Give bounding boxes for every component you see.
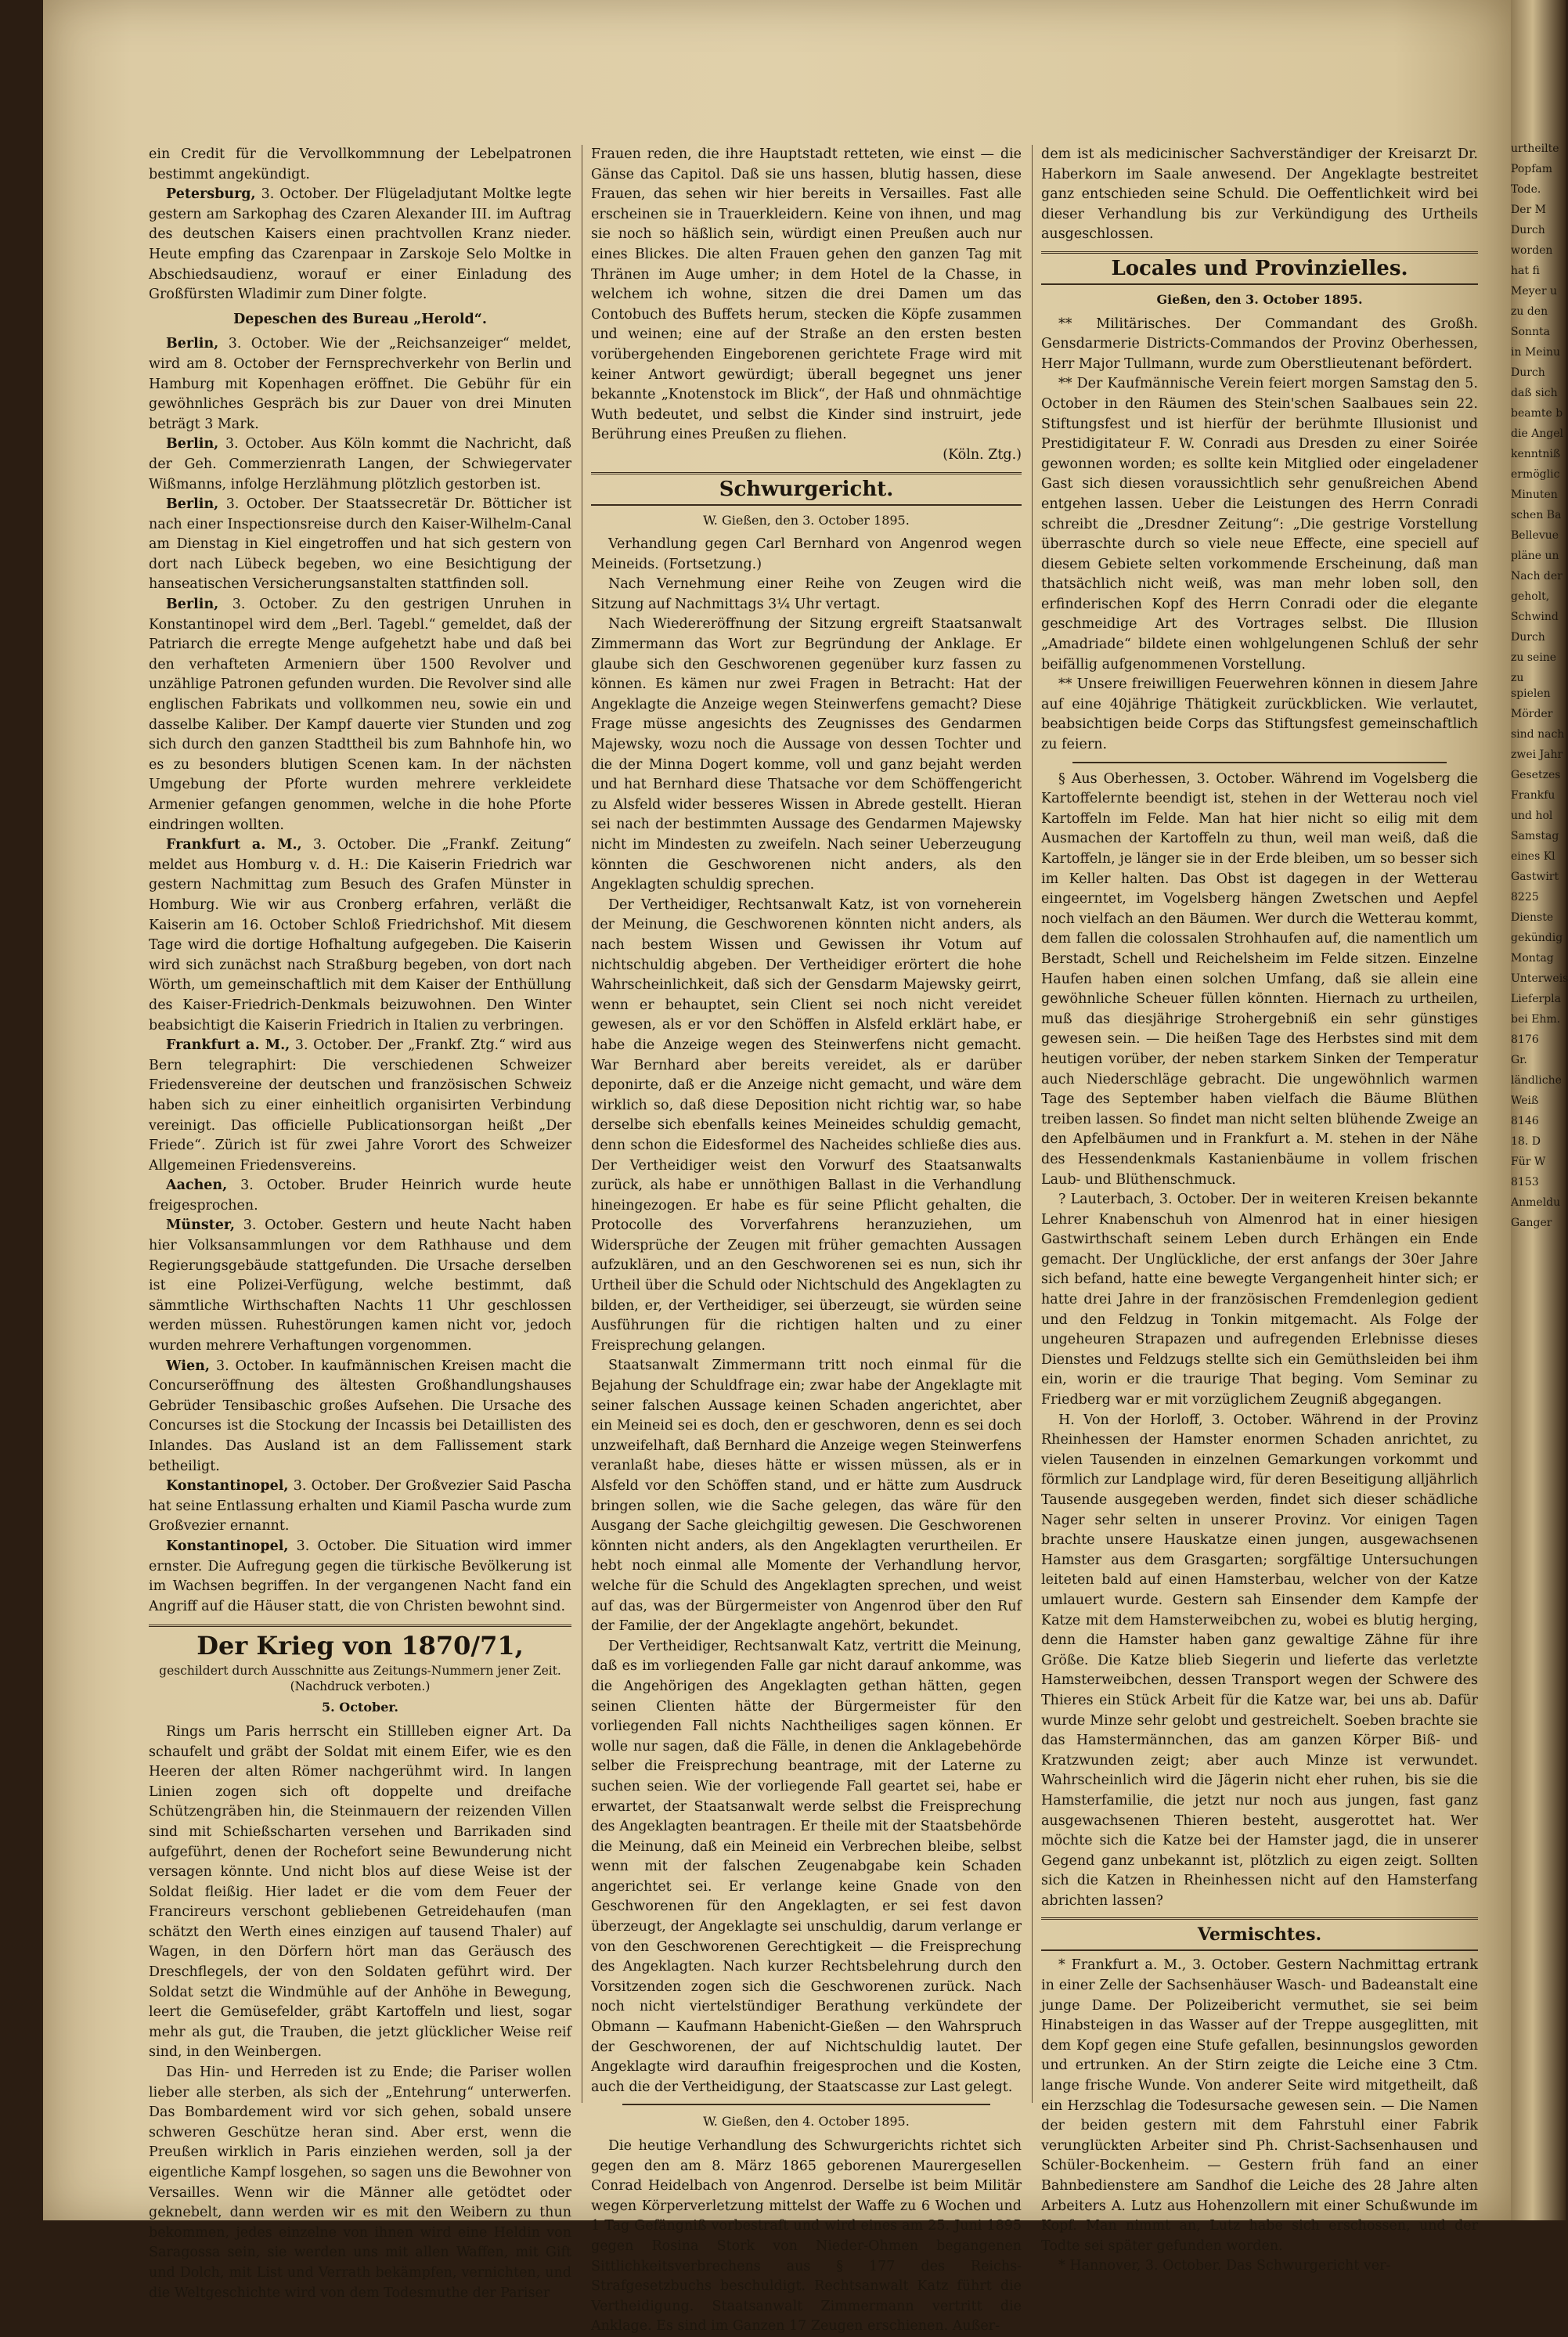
article-text: Frauen reden, die ihre Hauptstadt retteten, wie einst — die Gänse das Capitol. Daß sie uns hassen, blutig hassen, diese Frauen, das sehen wir hier bereits in Versailles. Fast alle erscheinen sie in Trauerkleidern. Keine von ihnen, und mag sie noch so häßlich sein, würdigt einen Preußen auch nur eines Blickes. Die alten Frauen gehen den ganzen Tag mit Thränen im Auge umher; in dem Hotel de la Chasse, in welchem ich wohne, sitzen die drei Damen um das Contobuch des Buffets herum, stecken die Köpfe zusammen und weinen; eine auf der Straße an den ersten besten vorübergehenden Eingeborenen gerichtete Frage wird mit keiner Antwort gewürdigt; überall begegnet uns jener bekannte „Knotenstock im Blick“, der Haß und ohnmächtige Wuth bedeutet, und selbst die Kinder sind instruirt, jede Berührung eines Preußen zu fliehen.	[591, 146, 1022, 443]
section-title-misc: Vermischtes.	[1041, 1917, 1478, 1951]
news-text: 3. October. Wie der „Reichsanzeiger“ meldet, wird am 8. October der Fernsprechverkehr von Berlin und Hamburg mit Kopenhagen eröffnet. Die Gebühr für ein gewöhnliches Gespräch bis zur Dauer von drei Minuten beträgt 3 Mark.	[149, 336, 571, 432]
fragment-line: sind nach	[1511, 728, 1565, 741]
news-text: 3. October. Die Situation wird immer ernster. Die Aufregung gegen die türkische Bevölkerung ist im Wachsen begriffen. In der vergangenen Nacht fand ein Angriff auf die Häuser statt, die von Christen bewohnt sind.	[149, 1538, 571, 1614]
separator-rule	[1072, 762, 1447, 763]
dateline-place: Berlin,	[166, 496, 219, 513]
war-feature-subtitle: geschildert durch Ausschnitte aus Zeitungs-Nummern jener Zeit. (Nachdruck verboten.)	[159, 1664, 561, 1694]
fragment-line: pläne un	[1511, 550, 1559, 562]
dateline-place: Berlin,	[166, 336, 219, 352]
fragment-line: Gastwirt	[1511, 871, 1559, 883]
news-text: 3. October. Der „Frankf. Ztg.“ wird aus Bern telegraphirt: Die verschiedenen Schweizer Friedensvereine der deutschen und französischen Schweiz haben sich zu einer einheitlich organisirten Verbindung vereinigt. Das officielle Publicationsorgan heißt „Der Friede“. Zürich ist für zwei Jahre Vorort des Schweizer Allgemeinen Friedensvereins.	[149, 1037, 571, 1174]
fragment-line: in Meinu	[1511, 346, 1561, 359]
news-item	[149, 835, 571, 1036]
fragment-line: Popfam	[1511, 163, 1553, 175]
news-item	[149, 1036, 571, 1176]
news-text: 3. October. Zu den gestrigen Unruhen in Konstantinopel wird dem „Berl. Tagebl.“ gemeldet, daß der Patriarch die erregte Menge aufgehetzt habe und daß bei den verhafteten Armeniern über 1500 Revolver und unzählige Patronen gefunden wurden. Die Revolver sind alle englischen Fabrikats und vollkommen neu, sowie ein und dasselbe Kaliber. Der Kampf dauerte vier Stunden und zog sich durch den ganzen Stadttheil bis zum Bahnhofe hin, wo es zu besonders blutigen Scenen kam. In der nächsten Umgebung der Pforte wurden mehrere verkleidete Armenier gefangen genommen, welche in die hohe Pforte eindringen wollten.	[149, 597, 571, 833]
news-item	[149, 1176, 571, 1216]
fragment-line: Dienste	[1511, 911, 1554, 924]
column-3	[1041, 145, 1478, 2274]
dateline-place: Frankfurt a. M.,	[166, 837, 302, 853]
fragment-line: Bellevue	[1511, 529, 1559, 542]
news-text: 3. October. Gestern und heute Nacht haben hier Volksansammlungen vor dem Rathhause und dem Regierungsgebäude stattgefunden. Die Ursache derselben ist eine Polizei-Verfügung, welche bestimmt, daß sämmtliche Wirthschaften Nachts 11 Uhr geschlossen werden müssen. Ruhestörungen kamen nicht vor, jedoch wurden mehrere Verhaftungen vorgenommen.	[149, 1217, 571, 1354]
local-news-text: ** Militärisches. Der Commandant des Großh. Gensdarmerie Districts-Commandos der Provinz Oberhessen, Herr Major Tullmann, wurde zum Oberstlieutenant befördert.	[1041, 316, 1478, 372]
column-4-partial	[1511, 141, 1566, 2103]
news-item	[149, 185, 571, 305]
dateline-place: Berlin,	[166, 597, 219, 613]
fragment-line: 8153	[1511, 1176, 1539, 1188]
fragment-line: zu seine	[1511, 651, 1557, 664]
fragment-line: gekündig	[1511, 932, 1563, 944]
dateline-place: Petersburg,	[166, 186, 256, 203]
column-1	[149, 145, 571, 2301]
news-item	[149, 495, 571, 595]
fragment-line: bei Ehm.	[1511, 1013, 1561, 1026]
fragment-line: geholt,	[1511, 590, 1550, 603]
dateline-place: Konstantinopel,	[166, 1478, 289, 1495]
fragment-line: 8176	[1511, 1033, 1539, 1046]
dateline-place: Wien,	[166, 1358, 210, 1374]
separator-rule	[622, 2104, 990, 2105]
dateline-place: Münster,	[166, 1217, 235, 1234]
news-item	[149, 435, 571, 495]
news-text: 3. October. Aus Köln kommt die Nachricht, daß der Geh. Commerzienrath Langen, der Schwiegervater Wißmanns, infolge Herzlähmung plötzlich gestorben ist.	[149, 436, 571, 492]
court-text: Staatsanwalt Zimmermann tritt noch einmal für die Bejahung der Schuldfrage ein; zwar habe der Angeklagte mit seiner falschen Aussage keinen Schaden angerichtet, aber ein Meineid sei es doch, den er geschworen, denn es sei doch unzweifelhaft, daß Bernhard die Anzeige wegen Steinwerfens veranlaßt habe, dieses hätte er wissen müssen, als er in Alsfeld vor den Schöffen stand, und er hätte zum Ausdruck bringen sollen, wie die Sache gelegen, das wäre für den Ausgang der Sache gleichgiltig gewesen. Die Geschworenen könnten nicht anders, als den Angeklagten verurtheilen. Er hebt noch einmal alle Momente der Verhandlung hervor, welche für die Schuld des Angeklagten sprechen, und weist auf das, was der Bürgermeister von Angenrod über den Ruf der Familie, der der Angeklagte angehört, bekundet.	[591, 1358, 1022, 1635]
fragment-line: Minuten	[1511, 489, 1558, 501]
news-item	[149, 1357, 571, 1477]
fragment-line: Durch	[1511, 366, 1545, 379]
fragment-line: 8146	[1511, 1115, 1539, 1127]
fragment-line: 18. D	[1511, 1135, 1541, 1148]
court-text: Nach Vernehmung einer Reihe von Zeugen wird die Sitzung auf Nachmittags 3¼ Uhr vertagt.	[591, 576, 1022, 612]
news-text: 3. October. In kaufmännischen Kreisen macht die Concurseröffnung des ältesten Großhandlungshauses Gebrüder Tensibaschic großes Aufsehen. Die Ursache des Concurses ist die Stockung der Incassis bei Detaillisten des Inlandes. Das Ausland ist an dem Fallissement stark betheiligt.	[149, 1358, 571, 1474]
fragment-line: Durch	[1511, 224, 1545, 236]
fragment-line: Sonnta	[1511, 326, 1551, 338]
article-text: ein Credit für die Vervollkommnung der Lebelpatronen bestimmt angekündigt.	[149, 146, 571, 182]
local-news-text: § Aus Oberhessen, 3. October. Während im Vogelsberg die Kartoffelernte beendigt ist, stehen in der Wetterau noch viel Kartoffeln im Felde. Man hat hier nicht so eilig mit dem Ausmachen der Kartoffeln zu thun, weil man weiß, daß die Kartoffeln, je länger sie in der Erde bleiben, um so besser sich im Keller halten. Das Obst ist dagegen in der Wetterau eingeerntet, im Vogelsberg hängen Zwetschen und Aepfel noch vielfach an den Bäumen. Wer durch die Wetterau kommt, dem fallen die colossalen Strohhaufen auf, die namentlich um Berstadt, Schell und Reichelsheim im Felde sitzen. Einzelne Haufen haben einen solchen Umfang, daß sie allein eine gewöhnliche Scheuer füllen könnten. Hiernach zu urtheilen, muß das diesjährige Strohergebniß ein sehr günstiges gewesen sein. — Die heißen Tage des Herbstes sind mit dem heutigen vorüber, der neben starkem Sinken der Temperatur auch Niederschläge gebracht. Die ungewöhnlich warmen Tage des September haben vielfach die Bäume Blüthen treiben lassen. So findet man nicht selten blühende Zweige an den Apfelbäumen und in Frankfurt a. M. stehen in der Nähe des Hessendenkmals Kastanienbäume in vollem frischen Laub- und Blüthenschmuck.	[1041, 770, 1478, 1188]
fragment-line: Durch	[1511, 631, 1545, 644]
court-dateline: W. Gießen, den 3. October 1895.	[703, 512, 910, 528]
fragment-line: ermöglic	[1511, 468, 1560, 481]
fragment-line: Gesetzes	[1511, 769, 1561, 781]
local-dateline: Gießen, den 3. October 1895.	[1156, 291, 1363, 307]
fragment-line: zu den	[1511, 305, 1548, 318]
war-feature-text: Rings um Paris herrscht ein Stillleben eigner Art. Da schaufelt und gräbt der Soldat mit einem Eifer, wie es den Heeren der alten Römer nachgerühmt wird. In langen Linien zogen sich oft doppelte und dreifache Schützengräben hin, die Steinmauern der reizenden Villen sind mit Schießscharten versehen und Barrikaden sind aufgeführt, denen der Rochefort seine Bewunderung nicht versagen könnte. Und nicht blos auf diese Weise ist der Soldat fleißig. Hier ladet er die vom dem Feuer der Francireurs verschont gebliebenen Getreidehaufen (man schätzt den Werth eines einzigen auf tausend Thaler) auf Wagen, in den Dörfern hört man das Geräusch des Dreschflegels, der von den Soldaten geführt wird. Der Soldat setzt die Windmühle auf der Anhöhe in Bewegung, leert die Gemüsefelder, gräbt Kartoffeln und liest, sogar mehr als gut, die Trauben, die jetzt glücklicher Weise reif sind, in den Weinbergen.	[149, 1723, 571, 2061]
fragment-line: Der M	[1511, 204, 1546, 216]
news-item	[149, 1477, 571, 1537]
war-feature-date: 5. October.	[322, 1700, 398, 1715]
fragment-line: die Angel	[1511, 427, 1564, 440]
war-feature-title: Der Krieg von 1870/71,	[149, 1625, 571, 1661]
fragment-line: beamte b	[1511, 407, 1563, 420]
fragment-line: Montag	[1511, 952, 1554, 965]
news-text: 3. October. Bruder Heinrich wurde heute freigesprochen.	[149, 1178, 571, 1214]
court-text: Verhandlung gegen Carl Bernhard von Angenrod wegen Meineids. (Fortsetzung.)	[591, 536, 1022, 572]
fragment-line: Lieferpla	[1511, 993, 1562, 1005]
fragment-line: Nach der	[1511, 570, 1563, 582]
fragment-line: Meyer u	[1511, 285, 1557, 298]
fragment-line: zu spielen	[1511, 672, 1551, 700]
fragment-line: zwei Jahr	[1511, 748, 1563, 761]
fragment-line: 8225	[1511, 891, 1539, 903]
news-text: 3. October. Der Staatssecretär Dr. Bötticher ist nach einer Inspectionsreise durch den Kaiser-Wilhelm-Canal am Dienstag in Kiel eingetroffen und hat sich gestern von dort nach Lübeck begeben, wo eine Besichtigung der hanseatischen Versicherungsanstalten stattfinden soll.	[149, 496, 571, 593]
dateline-place: Berlin,	[166, 436, 219, 453]
misc-news-text: * Frankfurt a. M., 3. October. Gestern Nachmittag ertrank in einer Zelle der Sachsenhäuser Wasch- und Badeanstalt eine junge Dame. Der Polizeibericht vermuthet, sie sei beim Hinabsteigen in das Wasser auf der Treppe ausgeglitten, mit dem Kopf gegen eine Stufe gefallen, besinnungslos geworden und ertrunken. An der Stirn zeigte die Leiche eine 3 Ctm. lange frische Wunde. Von anderer Seite wird mitgetheilt, daß ein Herzschlag die Todesursache gewesen sein. — Die Namen der beiden gestern mit dem Fahrstuhl einer Fabrik verunglückten Arbeiter sind Ph. Christ-Sachsenhausen und Schüler-Bockenheim. — Gestern früh fand an einer Bahnbedienstere am Sandhof die Leiche des 28 Jahre alten Arbeiters A. Lutz aus Hohenzollern mit einer Schußwunde im Kopf. Man nimmt an, Lutz habe sich erschossen, und der Todte sei später gefunden worden.	[1041, 1957, 1478, 2254]
fragment-line: ländliche	[1511, 1074, 1562, 1087]
news-item	[149, 1537, 571, 1617]
local-news-text: H. Von der Horloff, 3. October. Während in der Provinz Rheinhessen der Hamster enormen Schaden anrichtet, zu vielen Tausenden in einzelnen Gemarkungen vorkommt und förmlich zur Landplage wird, für deren Beseitigung alljährlich Tausende ausgegeben werden, findet sich dieser schädliche Nager sehr selten in unserer Provinz. Vor einigen Tagen brachte unsere Hauskatze einen jungen, ausgewachsenen Hamster aus dem Grasgarten; sorgfältige Untersuchungen leiteten bald auf einen Hamsterbau, welcher von der Katze umlauert wurde. Gestern sah Einsender dem Kampfe der Katze mit dem Hamsterweibchen zu, wobei es blutig herging, denn die Hamster haben ganz gewaltige Zähne für ihre Größe. Die Katze blieb Siegerin und lieferte das verletzte Hamsterweibchen, dessen Transport wegen der Schwere des Thieres ein Stück Arbeit für die Katze war, bei uns ab. Dafür wurde Minze sehr gelobt und gestreichelt. Soeben brachte sie das Hamstermännchen, das am ganzen Körper Biß- und Kratzwunden zeigt; aber auch Minze ist verwundet. Wahrscheinlich wird die Jägerin nicht eher ruhen, bis sie die Hamsterfamilie, die jetzt nur noch aus jungen, fast ganz ausgewachsenen Thieren besteht, ausgerottet hat. Wer möchte sich die Katze bei der Hamster jagd, die in unserer Gegend ganz unbekannt ist, plötzlich zu eigen zeigt. Sollten sich die Katzen in Rheinhessen nicht auf den Hamsterfang abrichten lassen?	[1041, 1412, 1478, 1909]
dateline-place: Frankfurt a. M.,	[166, 1037, 290, 1054]
fragment-line: hat fi	[1511, 265, 1540, 277]
local-news-text: ** Der Kaufmännische Verein feiert morgen Samstag den 5. October in den Räumen des Stein'schen Saalbaues sein 22. Stiftungsfest und ist hierfür der berühmte Illusionist und Prestidigitateur F. W. Conradi aus Dresden zu einer Soirée gewonnen worden; es sollte kein Mitglied oder eingeladener Gast sich diesen voraussichtlich sehr genußreichen Abend entgehen lassen. Ueber die Leistungen des Herrn Conradi schreibt die „Dresdner Zeitung“: „Die gestrige Vorstellung überraschte durch so viele neue Effecte, eine speciell auf diesem Gebiete selten vorkommende Erscheinung, daß man thatsächlich nicht weiß, was man mehr loben soll, den erfinderischen Kopf des Herrn Conradi oder die elegante geschmeidige Art des Vortrages selbst. Die Illusion „Amadriade“ bildete einen wohlgelungenen Schluß der sehr beifällig aufgenommenen Vorstellung.	[1041, 376, 1478, 673]
news-item	[149, 334, 571, 435]
section-title-court: Schwurgericht.	[591, 472, 1022, 506]
column-2	[591, 145, 1022, 2335]
court-dateline: W. Gießen, den 4. October 1895.	[703, 2114, 910, 2130]
fragment-line: Mörder	[1511, 708, 1553, 720]
news-item	[149, 1216, 571, 1356]
fragment-line: Anmeldu	[1511, 1196, 1561, 1209]
fragment-line: Samstag	[1511, 830, 1559, 842]
court-text: Nach Wiedereröffnung der Sitzung ergreift Staatsanwalt Zimmermann das Wort zur Begründung der Anklage. Er glaube sich den Geschworenen gegenüber kurz fassen zu können. Es kämen nur zwei Fragen in Betracht: Hat der Angeklagte die Anzeige wegen Steinwerfens gemacht? Diese Frage müsse angesichts des Zeugnisses des Gendarmen Majewsky, wozu noch die Aussage von dessen Tochter und die der Minna Dogert komme, voll und ganz bejaht werden und hat Bernhard diese Thatsache vor dem Schöffengericht zu Alsfeld wider besseres Wissen in Abrede gestellt. Hieran sei nach der bestimmten Aussage des Gendarmen Majewsky nicht im Mindesten zu zweifeln. Nach seiner Ueberzeugung könnten die Geschworenen nicht anders, als den Angeklagten schuldig sprechen.	[591, 616, 1022, 893]
fragment-line: urtheilte	[1511, 142, 1559, 155]
fragment-line: Ganger	[1511, 1217, 1552, 1229]
war-feature-text: Das Hin- und Herreden ist zu Ende; die Pariser wollen lieber alle sterben, als sich der „Entehrung“ unterwerfen. Das Bombardement wird vor sich gehen, sobald unsere schweren Geschütze heran sind. Aber erst, wenn die Preußen wirklich in Paris einziehen werden, soll ja der eigentliche Kampf losgehen, so sagen uns die Bewohner von Versailles. Wenn wir die Männer alle getödtet oder geknebelt, dann werden wir es mit den Weibern zu thun bekommen, jedes einzelne von ihnen wird eine Heldin von Saragossa sein, sie werden uns mit allen Waffen, mit Gift und Dolch, mit List und Verrath bekämpfen, vernichten, und die Weltgeschichte wird von dem Todesmuthe der Pariser	[149, 2065, 571, 2301]
section-heading: Depeschen des Bureau „Herold“.	[233, 311, 487, 327]
fragment-line: daß sich	[1511, 387, 1558, 399]
fragment-line: worden	[1511, 244, 1553, 257]
news-text: 3. October. Der Großvezier Said Pascha hat seine Entlassung erhalten und Kiamil Pascha wurde zum Großvezier ernannt.	[149, 1478, 571, 1535]
court-text: Der Vertheidiger, Rechtsanwalt Katz, vertritt die Meinung, daß es im vorliegenden Falle gar nicht darauf ankomme, was die Angehörigen des Angeklagten gethan hätten, gegen seinen Clienten hätte der Bürgermeister für den vorliegenden Fall nichts Nachtheiliges sagen können. Er wolle nur sagen, daß die Fälle, in denen die Anklagebehörde selber die Freisprechung beantrage, mit der Laterne zu suchen seien. Wie der vorliegende Fall geartet sei, habe er erwartet, der Staatsanwalt werde selbst die Freisprechung des Angeklagten beantragen. Er theile mit der Staatsbehörde die Meinung, daß ein Meineid ein Verbrechen bleibe, selbst wenn mit der falschen Zeugenabgabe kein Schaden angerichtet sei. Er verlange keine Gnade von den Geschworenen für den Angeklagten, er sei fest davon überzeugt, der Angeklagte sei unschuldig, darum verlange er von den Geschworenen Gerechtigkeit — die Freisprechung des Angeklagten. Nach kurzer Rechtsbelehrung durch den Vorsitzenden zogen sich die Geschworenen zurück. Nach noch nicht viertelstündiger Berathung verkündete der Obmann — Kaufmann Habenicht-Gießen — den Wahrspruch der Geschworenen, der auf Nichtschuldig lautet. Der Angeklagte wird daraufhin freigesprochen und die Kosten, auch die der Vertheidigung, der Staatscasse zur Last gelegt.	[591, 1638, 1022, 2095]
fragment-line: schen Ba	[1511, 509, 1562, 521]
court-text: Der Vertheidiger, Rechtsanwalt Katz, ist von vorneherein der Meinung, die Geschworenen könnten nicht anders, als nach bestem Wissen und Gewissen ihr Votum auf nichtschuldig abgeben. Der Vertheidiger erörtert die hohe Wahrscheinlichkeit, daß sich der Gensdarm Majewsky geirrt, wenn er behauptet, sein Client sei noch nicht vereidet gewesen, als er vor den Schöffen in Alsfeld erklärt habe, er habe die Anzeige wegen des Steinwerfens nicht gemacht. War Bernhard aber bereits vereidet, als er darüber deponirte, daß er die Anzeige nicht gemacht, und wäre dem wirklich so, daß diese Deposition nicht richtig war, so habe derselbe sich ebenfalls keines Meineides schuldig gemacht, denn schon die Eidesformel des Nacheides schließe dies aus. Der Vertheidiger weist den Vorwurf des Staatsanwalts zurück, als habe er unnöthigen Ballast in die Verhandlung hineingezogen. Er habe es für seine Pflicht gehalten, die Protocolle des Vorverfahrens heranzuziehen, um Widersprüche der Zeugen mit früher gemachten Aussagen aufzuklären, und an den Geschworenen sei es nun, sich ihr Urtheil über die Schuld oder Nichtschuld des Angeklagten zu bilden, er, der Vertheidiger, sei überzeugt, sie würden seine Ausführungen für die richtigen halten und zu einer Freisprechung gelangen.	[591, 896, 1022, 1354]
section-title-local: Locales und Provinzielles.	[1041, 251, 1478, 285]
column-rule	[1032, 145, 1033, 2103]
fragment-line: Weiß	[1511, 1095, 1539, 1107]
news-text: 3. October. Die „Frankf. Zeitung“ meldet aus Homburg v. d. H.: Die Kaiserin Friedrich war gestern Nachmittag zum Besuch des Grafen Münster in Homburg. Wie wir aus Cronberg erfahren, verläßt die Kaiserin am 16. October Schloß Friedrichshof. Mit diesem Tage wird die dortige Hofhaltung aufgegeben. Die Kaiserin wird sich zunächst nach Straßburg begeben, von dort nach Wörth, um gemeinschaftlich mit dem Kaiser der Enthüllung des Kaiser-Friedrich-Denkmals beizuwohnen. Den Winter beabsichtigt die Kaiserin Friedrich in Italien zu verbringen.	[149, 837, 571, 1033]
fragment-line: Schwind	[1511, 611, 1559, 623]
source-credit: (Köln. Ztg.)	[943, 446, 1022, 463]
fragment-line: Unterweis	[1511, 972, 1568, 985]
fragment-line: Tode.	[1511, 183, 1541, 196]
fragment-line: Für W	[1511, 1156, 1546, 1168]
misc-news-text: * Hannover, 3. October. Das Schwurgericht ver-	[1058, 2258, 1391, 2274]
local-news-text: ** Unsere freiwilligen Feuerwehren können in diesem Jahre auf eine 40jährige Thätigkeit zurückblicken. Wie verlautet, beabsichtigen beide Corps das Stiftungsfest gemeinschaftlich zu feiern.	[1041, 676, 1478, 753]
news-item	[149, 595, 571, 835]
court-text: dem ist als medicinischer Sachverständiger der Kreisarzt Dr. Haberkorn im Saale anwesend. Der Angeklagte bestreitet ganz entschieden seine Schuld. Die Oeffentlichkeit wird bei dieser Verhandlung bis zur Verkündigung des Urtheils ausgeschlossen.	[1041, 146, 1478, 243]
fragment-line: kenntniß	[1511, 448, 1561, 460]
dateline-place: Aachen,	[166, 1178, 228, 1194]
court-text: Die heutige Verhandlung des Schwurgerichts richtet sich gegen den am 8. März 1865 geborenen Maurergesellen Conrad Heidelbach von Angenrod. Derselbe ist beim Militär wegen Körperverletzung mittelst der Waffe zu 6 Wochen und 1 Tag Gefängniß vorbestraft und wird eines am 25. Juni 1895 gegen Rosina Stork von Nieder-Ohmen begangenen Sittlichkeitsverbrechens aus § 177 des Reichs-Strafgesetzbuchs beschuldigt. Rechtsanwalt Katz führt die Vertheidigung. Staatsanwalt Zimmermann vertritt die Anklage. Es sind im Ganzen 17 Zeugen erschienen. Außer-	[591, 2138, 1022, 2335]
fragment-line: Frankfu	[1511, 789, 1555, 802]
fragment-line: eines Kl	[1511, 850, 1555, 863]
dateline-place: Konstantinopel,	[166, 1538, 289, 1554]
local-news-text: ? Lauterbach, 3. October. Der in weiteren Kreisen bekannte Lehrer Knabenschuh von Almenrod hat in einer hiesigen Gastwirthschaft seinem Leben durch Erhängen ein Ende gemacht. Der Unglückliche, der erst anfangs der 30er Jahre sich befand, hatte eine bewegte Vergangenheit hinter sich; er hatte drei Jahre in der französischen Fremdenlegion gedient und den Feldzug in Tonkin mitgemacht. Als Folge der ungeheuren Strapazen und aufregenden Erlebnisse dieses Dienstes und Feldzugs stellte sich ein Gemüthsleiden bei ihm ein, worin er die traurige That beging. Vom Seminar zu Friedberg war er mit vorzüglichem Zeugniß abgegangen.	[1041, 1192, 1478, 1408]
fragment-line: und hol	[1511, 810, 1553, 822]
fragment-line: Gr.	[1511, 1054, 1527, 1066]
news-text: 3. October. Der Flügeladjutant Moltke legte gestern am Sarkophag des Czaren Alexander III. im Auftrag des deutschen Kaisers einen prachtvollen Kranz nieder. Heute empfing das Czarenpaar in Zarskoje Selo Moltke in Abschiedsaudienz, worauf er einer Einladung des Großfürsten Wladimir zum Diner folgte.	[149, 186, 571, 303]
